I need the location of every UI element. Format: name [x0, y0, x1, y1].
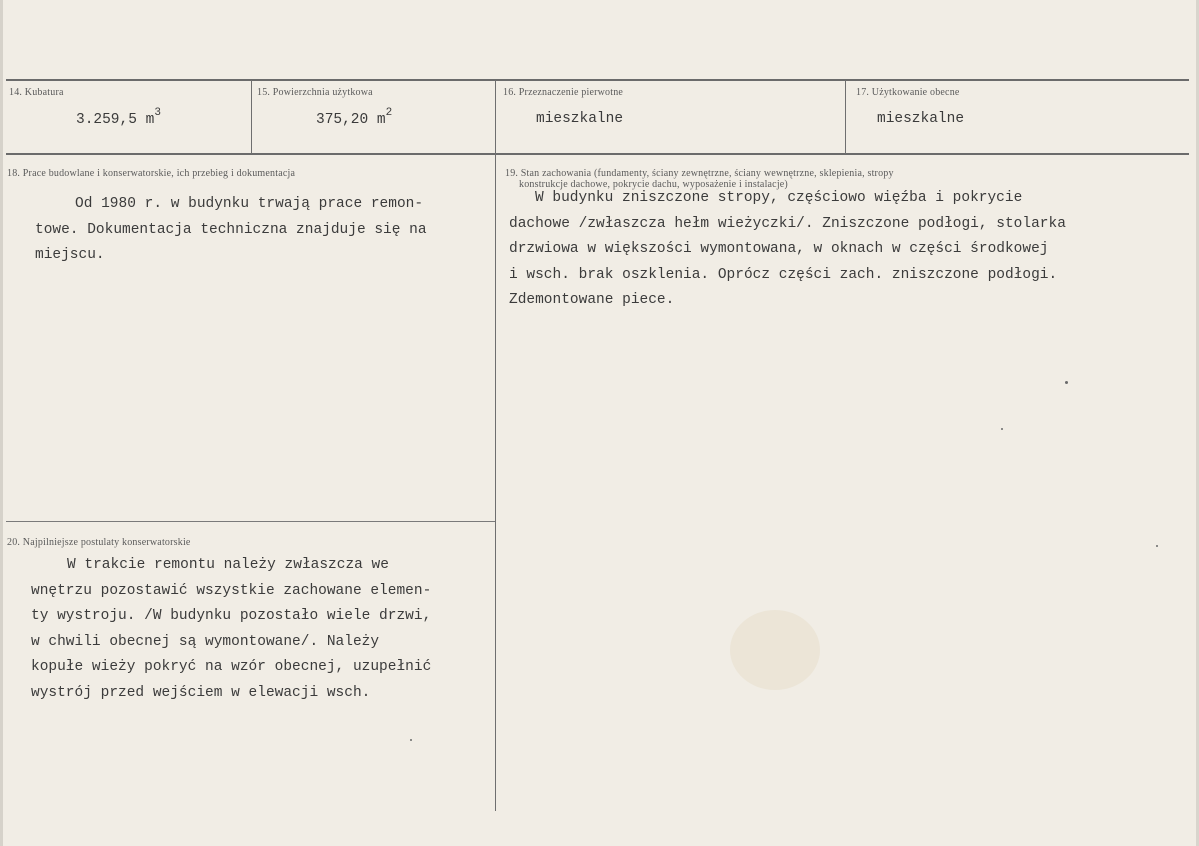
field-15-number: 375,20 m: [316, 111, 386, 128]
paper-stain: [730, 610, 820, 690]
field-14-exponent: 3: [154, 107, 161, 119]
field-19-line: W budynku zniszczone stropy, częściowo więźba i pokrycie: [535, 190, 1023, 206]
field-20-line: ty wystroju. /W budynku pozostało wiele drzwi,: [31, 608, 432, 624]
field-20-text: [31, 553, 431, 706]
field-18-line: miejscu.: [35, 247, 105, 263]
field-19-line: dachowe /zwłaszcza hełm wieżyczki/. Zniszczone podłogi, stolarka: [509, 215, 1066, 232]
field-20-line: wystrój przed wejściem w elewacji wsch.: [31, 684, 371, 701]
field-20-line: wnętrzu pozostawić wszystkie zachowane elemen-: [31, 582, 432, 599]
field-15-label: 15. Powierzchnia użytkowa: [257, 87, 373, 98]
field-17-label: 17. Użytkowanie obecne: [856, 87, 960, 98]
field-14-label: 14. Kubatura: [9, 87, 64, 98]
paper-speck: [410, 739, 412, 741]
field-19-line: i wsch. brak oszklenia. Oprócz części zach. zniszczone podłogi.: [509, 266, 1058, 283]
field-18-line: Od 1980 r. w budynku trwają prace remon-: [75, 196, 424, 212]
field-19-line: Zdemontowane piece.: [509, 292, 675, 308]
field-19-line: drzwiowa w większości wymontowana, w oknach w części środkowej: [509, 241, 1049, 257]
field-15-value: [316, 109, 392, 128]
field-20-label: 20. Najpilniejsze postulaty konserwatorskie: [7, 537, 191, 548]
field-17-value: mieszkalne: [877, 111, 965, 127]
paper-speck: [1065, 381, 1068, 384]
field-20-line: w chwili obecnej są wymontowane/. Należy: [31, 633, 380, 650]
field-20-line: W trakcie remontu należy zwłaszcza we: [67, 557, 389, 573]
paper-speck: [1001, 428, 1003, 430]
field-18-text: [35, 192, 427, 269]
field-20-line: kopułe wieży pokryć na wzór obecnej, uzupełnić: [31, 659, 432, 675]
paper-speck: [1156, 545, 1158, 547]
field-14-number: 3.259,5 m: [76, 111, 155, 128]
col-divider-14-15: [251, 80, 252, 154]
field-19-text: [509, 186, 1066, 314]
field-19-label-line-1: 19. Stan zachowania (fundamenty, ściany zewnętrzne, ściany wewnętrzne, sklepienia, stropy: [505, 168, 894, 179]
field-16-value: mieszkalne: [536, 111, 624, 127]
left-edge: [0, 0, 3, 846]
field-15-exponent: 2: [385, 107, 393, 119]
field-19-label-line-2: konstrukcje dachowe, pokrycie dachu, wyposażenie i instalacje): [519, 179, 788, 190]
row-divider-rule: [6, 153, 1189, 155]
field-18-label: 18. Prace budowlane i konserwatorskie, ich przebieg i dokumentacja: [7, 168, 296, 179]
col-divider-16-17: [845, 80, 846, 154]
field-18-line: towe. Dokumentacja techniczna znajduje się na: [35, 221, 427, 238]
top-rule: [6, 79, 1189, 81]
field-16-label: 16. Przeznaczenie pierwotne: [503, 87, 624, 98]
field-14-value: [76, 109, 161, 128]
section-20-rule: [6, 521, 495, 522]
col-divider-main: [495, 80, 496, 811]
